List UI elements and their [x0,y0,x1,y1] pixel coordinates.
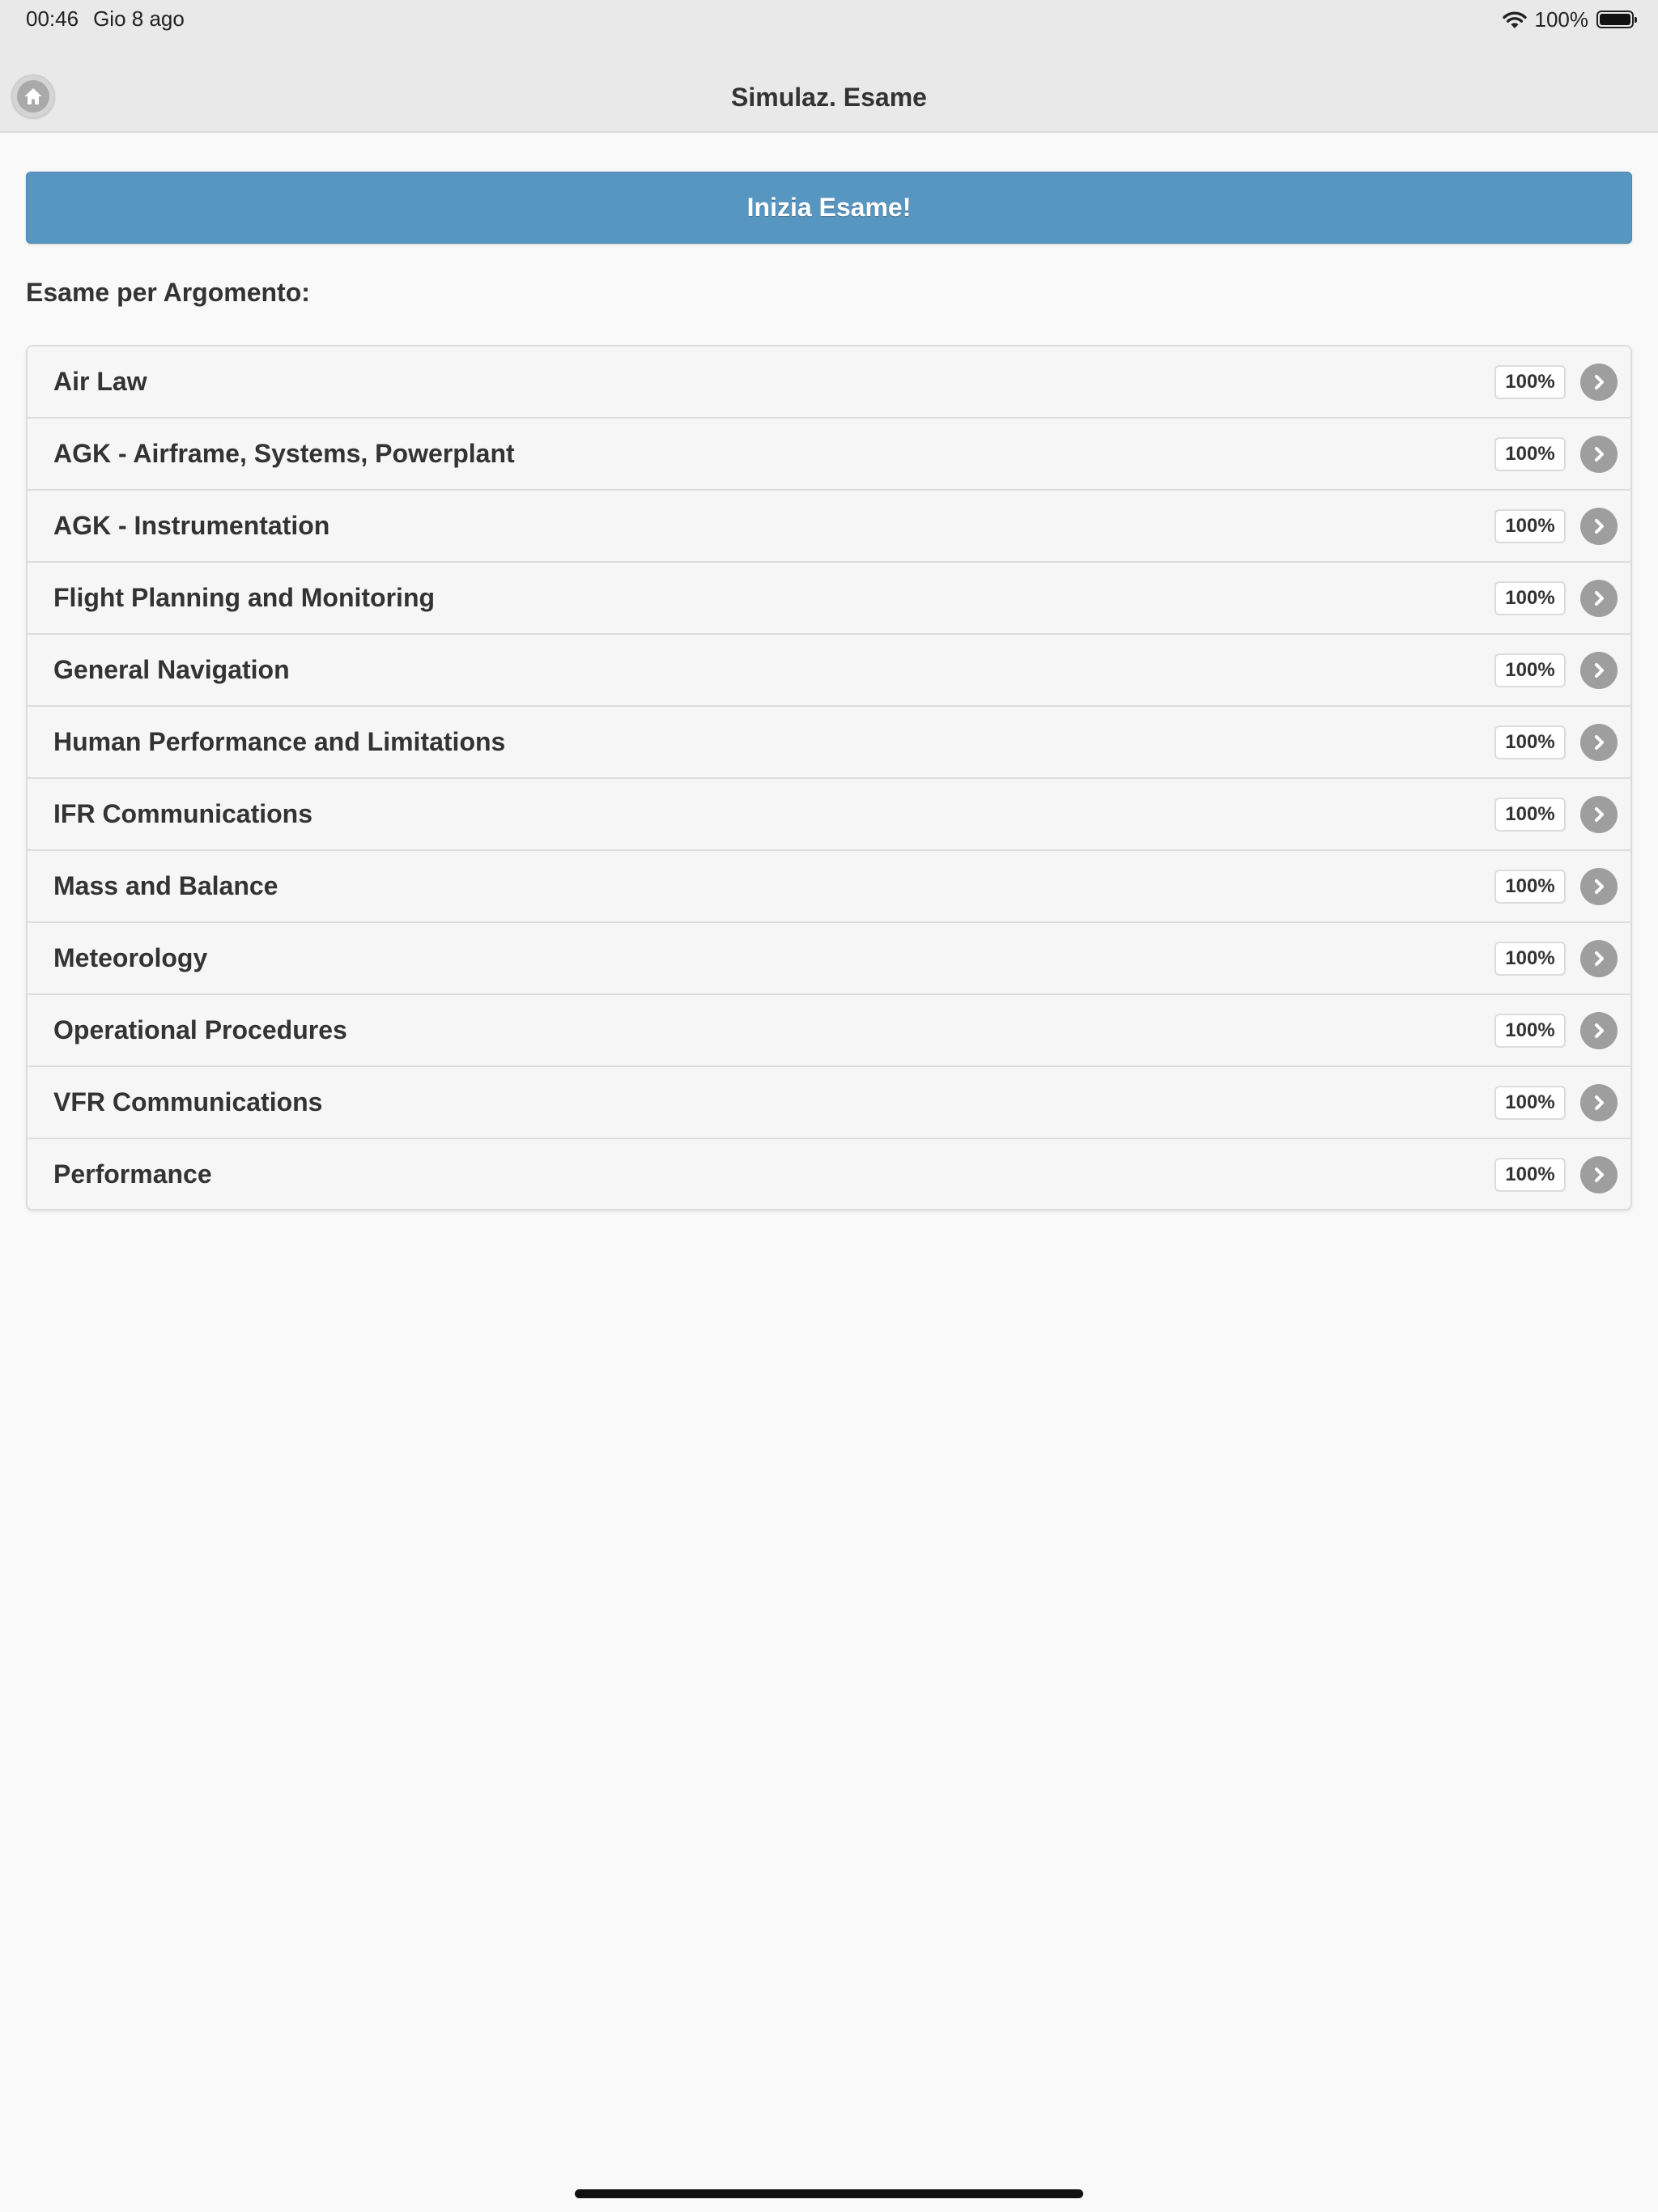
topic-percent-badge: 100% [1494,798,1566,832]
topic-list [26,345,1632,1210]
chevron-right-icon [1580,508,1618,545]
list-item[interactable] [28,851,1630,923]
chevron-right-icon [1580,580,1618,617]
list-item[interactable] [28,923,1630,995]
list-item[interactable] [28,995,1630,1067]
wifi-icon [1501,9,1528,30]
topic-percent-badge: 100% [1494,437,1566,471]
chevron-right-icon [1580,436,1618,473]
topic-percent-badge: 100% [1494,870,1566,904]
list-item[interactable] [28,779,1630,851]
home-icon [23,86,44,107]
topic-label: Meteorology [53,943,208,972]
topic-label: Operational Procedures [53,1015,347,1044]
status-time-date [26,6,185,32]
chevron-right-icon [1580,724,1618,761]
topic-percent-badge: 100% [1494,1086,1566,1120]
list-item[interactable] [28,1139,1630,1209]
chevron-right-icon [1580,364,1618,401]
list-item[interactable] [28,347,1630,419]
list-item[interactable] [28,563,1630,635]
topic-label: Performance [53,1159,212,1189]
home-indicator[interactable] [575,2189,1083,2198]
topic-percent-badge: 100% [1494,725,1566,759]
topic-label: VFR Communications [53,1087,323,1117]
chevron-right-icon [1580,1012,1618,1049]
topic-percent-badge: 100% [1494,1014,1566,1048]
chevron-right-icon [1580,796,1618,833]
home-button[interactable] [11,74,55,118]
status-indicators [1501,6,1635,32]
topic-percent-badge: 100% [1494,1158,1566,1192]
battery-icon [1596,11,1634,28]
topic-percent-badge: 100% [1494,942,1566,976]
list-item[interactable] [28,419,1630,491]
chevron-right-icon [1580,868,1618,905]
topic-percent-badge: 100% [1494,365,1566,399]
nav-header [0,62,1658,133]
chevron-right-icon [1580,652,1618,689]
list-item[interactable] [28,491,1630,563]
chevron-right-icon [1580,940,1618,977]
start-exam-button[interactable]: Inizia Esame! [26,172,1632,244]
topic-label: General Navigation [53,655,290,684]
topic-label: IFR Communications [53,799,313,828]
list-item[interactable] [28,635,1630,707]
topic-percent-badge: 100% [1494,653,1566,687]
chevron-right-icon [1580,1084,1618,1121]
topic-label: Human Performance and Limitations [53,727,506,756]
topic-label: AGK - Airframe, Systems, Powerplant [53,439,515,468]
battery-percent: 100% [1534,6,1588,32]
status-bar [0,0,1658,62]
topic-label: Mass and Balance [53,871,278,900]
chevron-right-icon [1580,1156,1618,1193]
page-title: Simulaz. Esame [731,83,927,112]
status-time: 00:46 [26,6,79,31]
status-date: Gio 8 ago [93,6,185,31]
list-item[interactable] [28,1067,1630,1139]
list-item[interactable] [28,707,1630,779]
topic-label: Air Law [53,367,147,396]
section-heading: Esame per Argomento: [26,278,310,307]
topic-percent-badge: 100% [1494,509,1566,543]
topic-percent-badge: 100% [1494,581,1566,615]
topic-label: AGK - Instrumentation [53,511,330,540]
topic-label: Flight Planning and Monitoring [53,583,436,612]
